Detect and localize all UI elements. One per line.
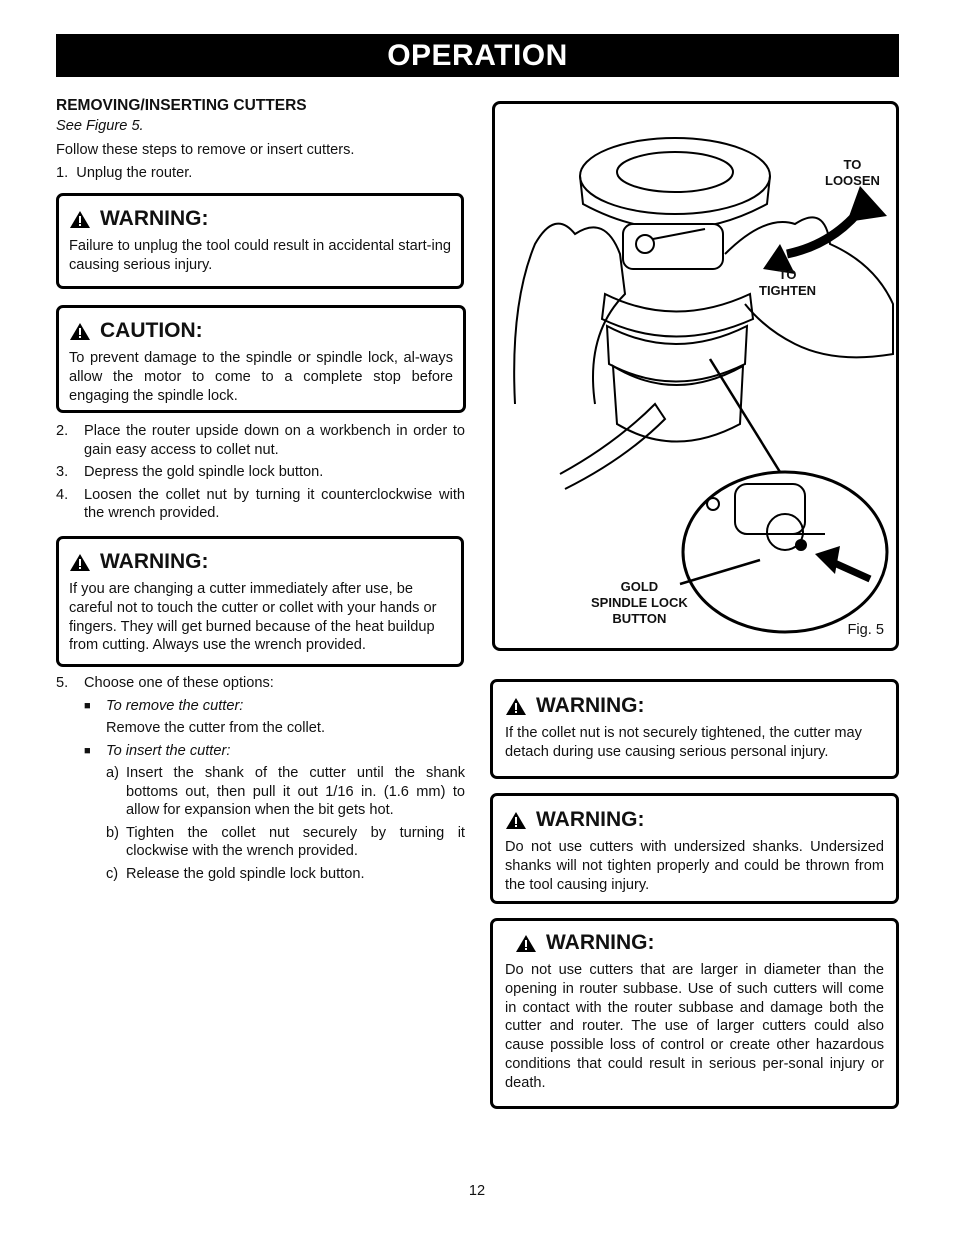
caution-triangle-icon: [69, 322, 91, 341]
warning-box-undersized-shanks: [490, 793, 899, 904]
warning-heading: [515, 931, 884, 955]
label-line: BUTTON: [612, 611, 667, 626]
label-gold-spindle-lock-button: [591, 579, 688, 627]
step-1-text: Unplug the router.: [76, 164, 193, 181]
intro-text: Follow these steps to remove or insert cutters.: [56, 142, 355, 158]
figure-5: [492, 101, 899, 651]
step-2: [56, 422, 465, 459]
sub-step-c: [106, 865, 465, 884]
warning-box-collet-nut: [490, 679, 899, 779]
page-number: 12: [468, 1183, 486, 1199]
warning-title: WARNING:: [100, 207, 209, 230]
warning-title: WARNING:: [536, 694, 645, 717]
page-title: OPERATION: [387, 38, 568, 72]
caution-heading: [69, 319, 453, 343]
warning-title: WARNING:: [546, 931, 655, 954]
step-4: [56, 486, 465, 523]
warning-box-unplug: [56, 193, 464, 289]
step-text: Depress the gold spindle lock button.: [84, 464, 324, 480]
page-header: [56, 34, 899, 77]
step-text: Choose one of these options:: [84, 675, 274, 691]
label-line: TO: [843, 157, 862, 172]
option-remove: [84, 697, 465, 716]
option-remove-label: To remove the cutter:: [106, 697, 244, 714]
bullet-square-icon: ■: [84, 699, 91, 712]
sub-step-label: b): [106, 824, 119, 841]
bullet-square-icon: ■: [84, 744, 91, 757]
label-line: GOLD: [620, 579, 659, 594]
step-5: [56, 674, 465, 693]
warning-triangle-icon: [505, 811, 527, 830]
warning-heading: [69, 550, 451, 574]
warning-title: WARNING:: [100, 550, 209, 573]
warning-heading: [505, 808, 884, 832]
step-number: 3.: [56, 464, 69, 480]
steps-list: [56, 422, 465, 527]
caution-text: To prevent damage to the spindle or spindle lock, al-ways allow the motor to come to a complete stop before engaging the spindle lock.: [69, 350, 453, 404]
sub-step-text: Release the gold spindle lock button.: [126, 865, 365, 882]
label-to-tighten: [759, 267, 816, 299]
warning-triangle-icon: [69, 210, 91, 229]
sub-step-text: Insert the shank of the cutter until the shank bottoms out, then pull it out 1/16 in. (1.6 mm) to allow for expansion when the bit gets hot.: [126, 765, 465, 818]
section-title: REMOVING/INSERTING CUTTERS: [56, 97, 307, 114]
caution-title: CAUTION:: [100, 319, 203, 342]
label-line: LOOSEN: [825, 173, 880, 188]
warning-text: If you are changing a cutter immediately after use, be careful not to touch the cutter or collet with your hands or fingers. They will get burned because of the heat buildup from cutting. Always use the wrench provided.: [69, 581, 437, 654]
option-insert-label: To insert the cutter:: [106, 742, 231, 759]
step-text: Place the router upside down on a workbench in order to gain easy access to collet nut.: [84, 423, 465, 458]
step-text: Loosen the collet nut by turning it counterclockwise with the wrench provided.: [84, 486, 465, 521]
intro-section: [56, 97, 465, 186]
step-number: 5.: [56, 675, 69, 691]
warning-triangle-icon: [515, 934, 537, 953]
warning-text: Do not use cutters that are larger in diameter than the opening in router subbase. Use of such cutters will come in contact with the router subbase and damage both the cutter and router. The use of larger cutters could also cause possible loss of control or create other hazardous conditions that could result in serious per-sonal injury or death.: [505, 962, 884, 1091]
figure-caption: Fig. 5: [847, 622, 884, 638]
warning-text: If the collet nut is not securely tightened, the cutter may detach during use causing serious personal injury.: [505, 725, 862, 760]
step-number: 4.: [56, 486, 69, 503]
step-3: [56, 463, 465, 482]
warning-text: Failure to unplug the tool could result in accidental start-ing causing serious injury.: [69, 238, 451, 273]
option-remove-body: Remove the cutter from the collet.: [106, 720, 325, 736]
warning-heading: [69, 207, 451, 231]
warning-heading: [505, 694, 884, 718]
warning-text: Do not use cutters with undersized shanks. Undersized shanks will not tighten properly and could be thrown from the tool causing injury.: [505, 839, 884, 893]
sub-step-b: [106, 824, 465, 861]
warning-triangle-icon: [69, 553, 91, 572]
warning-box-hot-cutter: [56, 536, 464, 667]
sub-step-label: a): [106, 765, 119, 781]
warning-triangle-icon: [505, 697, 527, 716]
step-1: [56, 164, 465, 183]
sub-step-label: c): [106, 865, 119, 882]
label-line: TIGHTEN: [759, 283, 817, 298]
step-5-section: [56, 674, 465, 887]
label-line: TO: [778, 267, 797, 282]
caution-box: [56, 305, 466, 413]
sub-step-text: Tighten the collet nut securely by turning it clockwise with the wrench provided.: [126, 824, 465, 859]
label-to-loosen: [825, 157, 880, 189]
option-insert: [84, 742, 465, 761]
see-figure-note: See Figure 5.: [56, 117, 144, 134]
warning-title: WARNING:: [536, 808, 645, 831]
step-1-number: 1.: [56, 164, 69, 181]
step-number: 2.: [56, 423, 69, 439]
warning-box-large-cutters: [490, 918, 899, 1109]
label-line: SPINDLE LOCK: [591, 595, 688, 610]
sub-step-a: [106, 764, 465, 820]
